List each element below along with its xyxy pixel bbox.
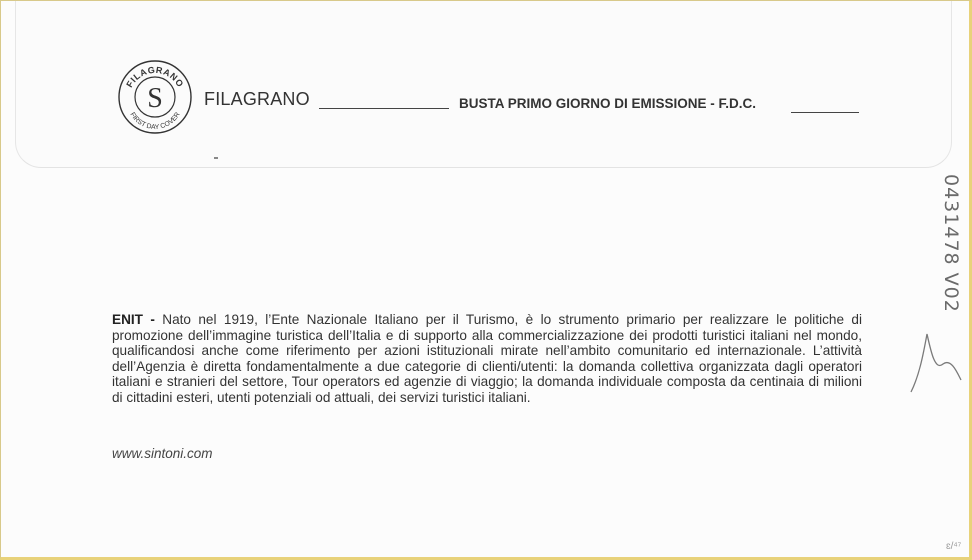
fdc-line (791, 112, 859, 113)
enit-text: Nato nel 1919, l’Ente Nazionale Italiano per il Turismo, è lo strumento primario per realizzare le politiche di promozione dell’immagine turistica dell’Italia e di supporto alla commercializzazione dei prodotti turistici italiani nel mondo, qualificandosi anche come riferimento per azioni istituzionali mirate nell’ambito comunitario ed internazionale. L’attività dell’Agenzia è diretta fondamentalmente a due categorie di clienti/utenti: la domanda collettiva organizzata dagli operatori italiani e stranieri del settore, Tour operators ed agenzie di viaggio; la domanda individuale composta da centinaia di milioni di cittadini esteri, utenti potenziali od attuali, dei servizi turistici italiani. (112, 312, 862, 405)
enit-description (112, 312, 862, 406)
website-link[interactable]: www.sintoni.com (112, 446, 213, 461)
ink-dot (214, 157, 218, 159)
logo-letter: S (147, 83, 163, 114)
logo-ring-text: FILAGRANO (124, 64, 186, 90)
signature-line (319, 108, 449, 109)
corner-mark: ɛ/⁴⁷ (946, 541, 962, 552)
fdc-label: BUSTA PRIMO GIORNO DI EMISSIONE - F.D.C. (459, 96, 757, 111)
logo-bottom-text: FIRST DAY COVER (128, 111, 182, 132)
handwritten-code (901, 166, 971, 406)
filagrano-logo (117, 59, 193, 135)
brand-name: FILAGRANO (204, 89, 310, 109)
svg-text:0431478 V02: 0431478 V02 (940, 174, 962, 313)
enit-lead: ENIT - (112, 312, 155, 327)
